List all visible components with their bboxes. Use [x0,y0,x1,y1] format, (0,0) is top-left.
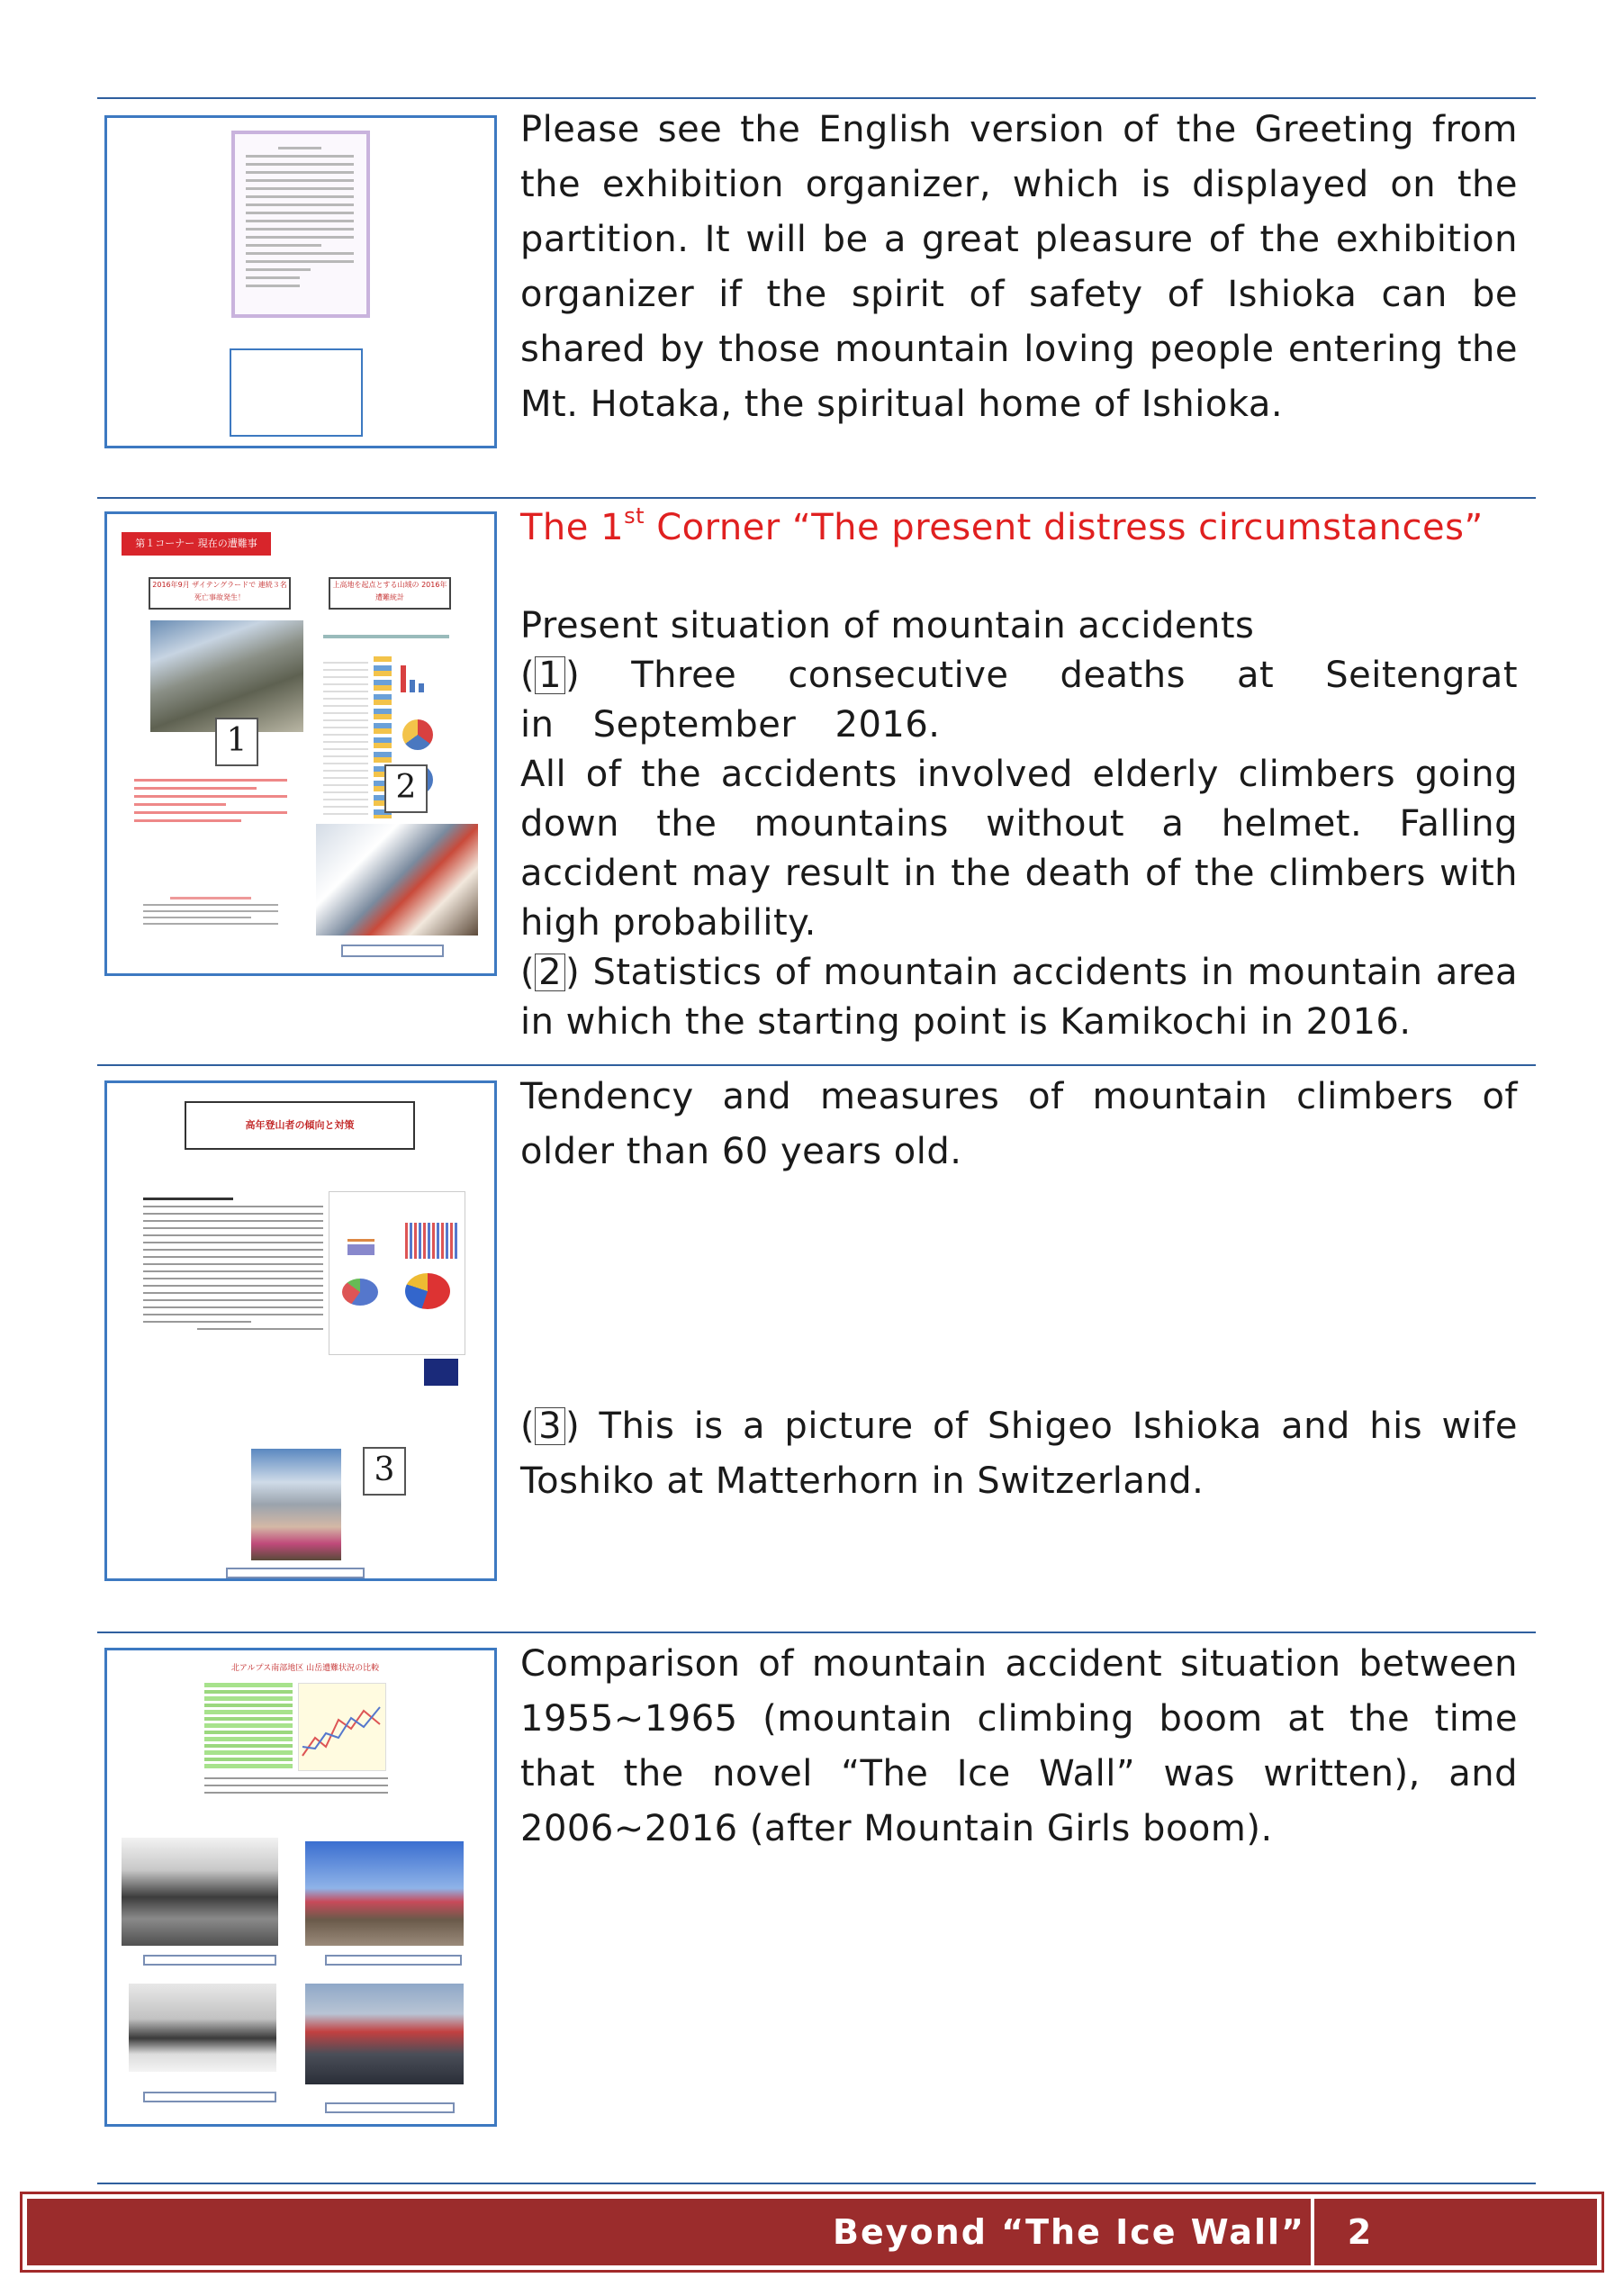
old-group-photo-2 [129,1984,276,2072]
caption-box-1 [143,1955,276,1966]
comparison-poster-thumbnail [104,1648,497,2127]
photo-label-3: 3 [363,1447,406,1496]
poster-red-text [134,773,287,881]
section3-text-bottom [520,1399,1518,1509]
new-group-photo-1 [305,1841,464,1946]
comparison-notes [204,1775,388,1796]
photo-label-2: 2 [384,764,428,813]
divider-1 [97,97,1536,99]
comparison-chart [298,1683,386,1771]
elderly-tendency-paragraph: Tendency and measures of mountain climbers of older than 60 years old. [520,1076,1518,1172]
divider-3 [97,1064,1536,1066]
caption-box-3 [143,2092,276,2102]
elderly-poster-thumbnail [104,1080,497,1581]
elderly-climbers-paragraph: All of the accidents involved elderly climbers going down the mountains without a helmet. Falling accident may result in the death of the climbers with high probability. [520,754,1518,944]
elderly-poster-body-text [143,1193,323,1391]
section3-text-top [520,1070,1518,1180]
page-number: 2 [1347,2212,1372,2252]
poster-box-1: 2016年9月 ザイテングラードで 連続３名死亡事故発生！ [149,577,291,610]
greeting-thumbnail [104,115,497,448]
comparison-line-chart [299,1684,385,1770]
poster-caption-box [341,945,444,957]
seitengrat-photo [150,620,303,732]
elderly-poster-charts [329,1191,465,1355]
greeting-placeholder-box [230,348,363,437]
old-group-photo-1 [122,1838,278,1946]
corner1-heading [520,501,1518,556]
elderly-poster-title-box: 高年登山者の傾向と対策 [185,1101,415,1150]
corner-heading-sup: st [624,502,645,529]
item-1-number: 1 [535,656,565,694]
caption-box-2 [325,1955,462,1966]
section4-text [520,1637,1518,1857]
item-2: ( 2 ) Statistics of mountain accidents in mountain area in which the starting point is Kamikochi in 2016. [520,952,1518,1043]
item-1: ( 1 ) Three consecutive deaths at Seitengrat in September 2016. [520,655,1518,746]
section1-text [520,103,1518,432]
item-3: ( 3 ) This is a picture of Shigeo Ishioka and his wife Toshiko at Matterhorn in Switzerland. [520,1406,1518,1502]
greeting-paragraph: Please see the English version of the Greeting from the exhibition organizer, which is displayed on the partition. It will be a great pleasure of the exhibition organizer if the spirit of safety of Ishioka can be shared by those mountain loving people entering the Mt. Hotaka, the spiritual home of Ishioka. [520,109,1518,425]
comparison-table [204,1683,293,1769]
divider-5 [97,2183,1536,2184]
section2-text [520,601,1518,1047]
poster-box-2: 上高地を起点とする山域の 2016年遭難統計 [329,577,451,610]
elderly-poster-blue-inset [424,1359,458,1386]
item-3-number: 3 [535,1407,565,1445]
poster-red-tag: 第１コーナー 現在の遭難事 [122,532,271,556]
item-3-text: This is a picture of Shigeo Ishioka and his wife Toshiko at Matterhorn in Switzerland. [520,1406,1518,1502]
corner-heading-rest: Corner “The present distress circumstances” [644,507,1484,548]
caption-box-4 [325,2102,455,2113]
poster-small-text [143,892,278,955]
item-1-text: Three consecutive deaths at Seitengrat in September 2016. [520,655,1518,746]
comparison-poster-title: 北アルプス南部地区 山岳遭難状況の比較 [230,1664,380,1673]
photo-label-1: 1 [215,718,258,766]
corner1-poster-thumbnail [104,511,497,976]
new-group-photo-2 [305,1984,464,2084]
item-2-text: Statistics of mountain accidents in mountain area in which the starting point is Kamikochi in 2016. [520,952,1518,1043]
elderly-caption-box [226,1568,365,1578]
divider-2 [97,497,1536,499]
corner-heading-prefix: The 1 [520,507,625,548]
matterhorn-photo [251,1449,341,1560]
greeting-document [231,131,370,318]
divider-4 [97,1632,1536,1633]
comparison-paragraph: Comparison of mountain accident situation between 1955~1965 (mountain climbing boom at the time that the novel “The Ice Wall” was written), and 2006~2016 (after Mountain Girls boom). [520,1643,1518,1849]
item-2-number: 2 [535,954,565,991]
footer-title: Beyond “The Ice Wall” [833,2212,1305,2252]
present-situation-intro: Present situation of mountain accidents [520,605,1255,646]
climbers-photo-collage [316,824,478,936]
